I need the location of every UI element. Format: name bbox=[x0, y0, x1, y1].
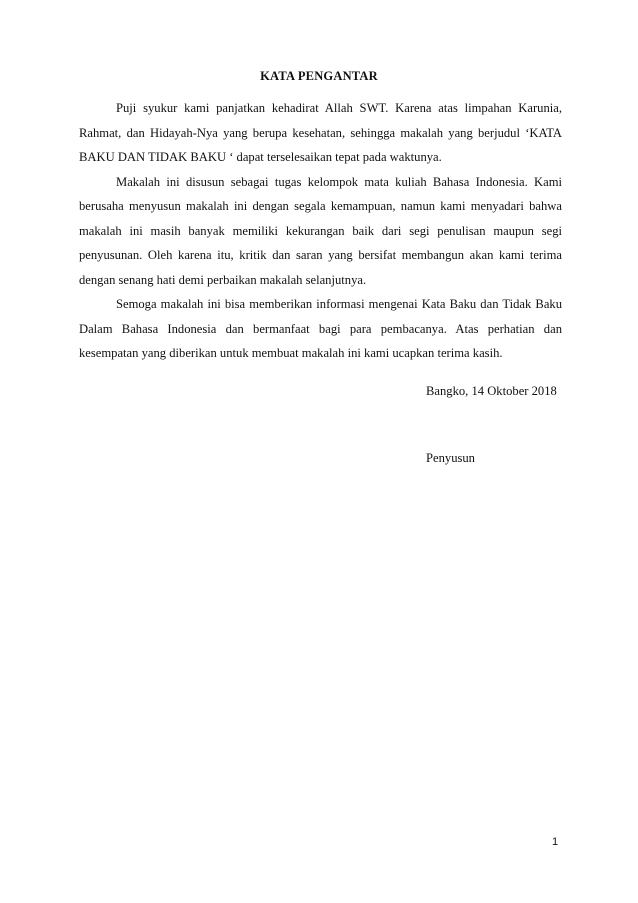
page-title: KATA PENGANTAR bbox=[260, 69, 378, 83]
page-number: 1 bbox=[552, 836, 559, 848]
paragraph-gratitude: Puji syukur kami panjatkan kehadirat Allah SWT. Karena atas limpahan Karunia, Rahmat, dan Hidayah-Nya yang berupa kesehatan, sehingga makalah yang berjudul ‘KATA BAKU DAN TIDAK BAKU ‘ dapat terselesaikan tepat pada waktunya. bbox=[79, 101, 562, 164]
place-date: Bangko, 14 Oktober 2018 bbox=[426, 384, 557, 398]
paragraph-closing: Semoga makalah ini bisa memberikan informasi mengenai Kata Baku dan Tidak Baku Dalam Bahasa Indonesia dan bermanfaat bagi para pembacanya. Atas perhatian dan kesempatan yang diberikan untuk membuat makalah ini kami ucapkan terima kasih. bbox=[79, 297, 562, 360]
body-text bbox=[79, 96, 562, 366]
author-signature: Penyusun bbox=[426, 451, 475, 465]
paragraph-purpose: Makalah ini disusun sebagai tugas kelompok mata kuliah Bahasa Indonesia. Kami berusaha menyusun makalah ini dengan segala kemampuan, namun kami menyadari bahwa makalah ini masih banyak memiliki kekurangan baik dari segi penulisan maupun segi penyusunan. Oleh karena itu, kritik dan saran yang bersifat membangun akan kami terima dengan senang hati demi perbaikan makalah selanjutnya. bbox=[79, 174, 562, 287]
